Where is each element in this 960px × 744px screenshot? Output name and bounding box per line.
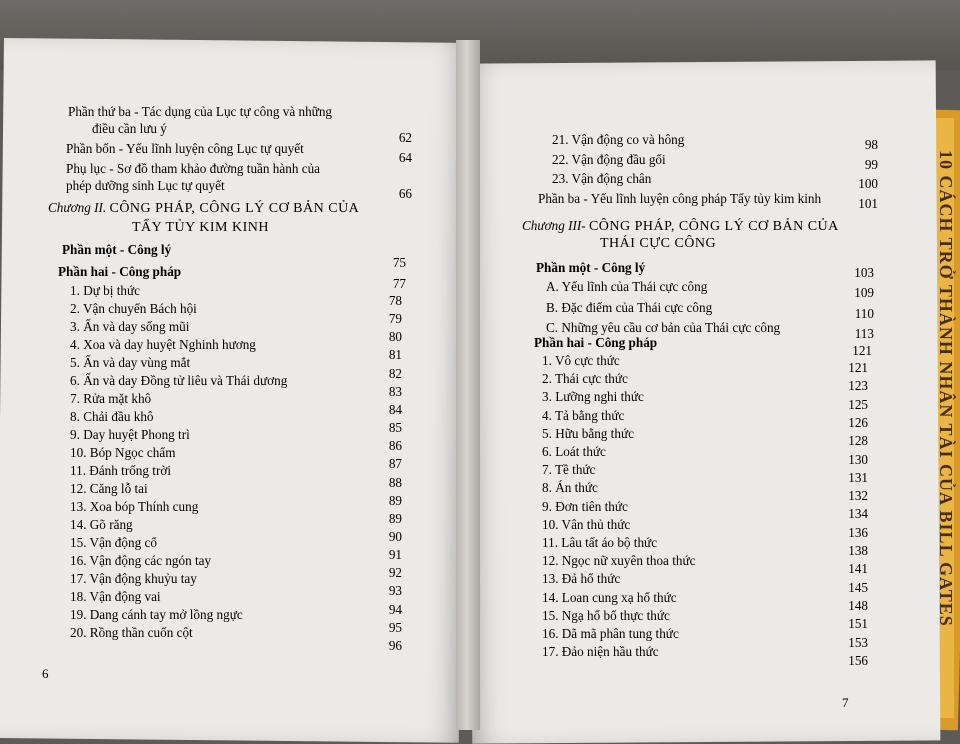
- toc-item: 2. Vận chuyển Bách hội: [70, 301, 197, 316]
- toc-page-number: 151: [848, 616, 868, 632]
- toc-page-number: 153: [848, 634, 868, 650]
- toc-page-number: 82: [388, 365, 402, 381]
- toc-item: 16. Vận động các ngón tay: [70, 553, 212, 568]
- toc-page-number: 87: [388, 456, 402, 472]
- toc-page-number: 94: [388, 601, 402, 617]
- toc-page-number: 93: [388, 583, 402, 599]
- toc-entry-text: Phụ lục - Sơ đồ tham khảo đường tuần hành của: [66, 161, 321, 176]
- toc-item: C. Những yêu cầu cơ bản của Thái cực công: [546, 320, 781, 335]
- toc-page-number: 134: [848, 506, 868, 522]
- toc-page-number: 86: [388, 438, 402, 454]
- part-heading: Phần hai - Công pháp: [534, 335, 658, 350]
- toc-page-number: 141: [848, 561, 868, 577]
- chapter-title-line2: TẨY TỦY KIM KINH: [132, 220, 269, 235]
- chapter-heading: [48, 200, 359, 217]
- toc-page-number: 66: [398, 186, 412, 201]
- toc-entry-text: Phần thứ ba - Tác dụng của Lục tự công và những: [68, 104, 333, 119]
- part-heading: Phần ba - Yếu lĩnh luyện công pháp Tẩy tủy kim kinh: [538, 190, 822, 206]
- toc-page-number: 89: [388, 510, 402, 526]
- toc-item: 7. Rửa mặt khô: [70, 391, 152, 406]
- toc-page-number: 110: [854, 305, 874, 321]
- toc-item: 13. Đả hổ thức: [542, 571, 621, 587]
- toc-page-number: 156: [848, 652, 868, 668]
- toc-page-number: 75: [392, 255, 406, 270]
- toc-item: 17. Đảo niện hầu thức: [542, 644, 659, 660]
- toc-item: 3. Lưỡng nghi thức: [542, 389, 644, 405]
- toc-item: 11. Đánh trống trời: [70, 463, 171, 478]
- toc-page-number: 90: [388, 528, 402, 544]
- toc-page-number: 91: [388, 547, 402, 563]
- toc-page-number: 100: [858, 176, 878, 191]
- toc-item: A. Yếu lĩnh của Thái cực công: [546, 279, 708, 294]
- toc-page-number: 128: [848, 433, 868, 449]
- toc-page-number: 88: [388, 474, 402, 490]
- toc-entry-text: phép dưỡng sinh Lục tự quyết: [66, 178, 225, 193]
- toc-page-number: 62: [398, 130, 412, 145]
- toc-item: 19. Dang cánh tay mở lồng ngực: [70, 607, 243, 622]
- toc-item: 4. Xoa và day huyệt Nghinh hương: [70, 337, 256, 352]
- toc-item: 8. Án thức: [542, 480, 598, 496]
- toc-page-number: 83: [388, 383, 402, 399]
- toc-page-number: 126: [848, 414, 868, 430]
- toc-item: 5. Hữu bằng thức: [542, 425, 634, 441]
- toc-page-number: 125: [848, 396, 868, 412]
- toc-page-number: 78: [388, 293, 402, 308]
- toc-item: 17. Vận động khuỷu tay: [70, 571, 197, 586]
- toc-page-number: 113: [854, 326, 874, 341]
- toc-item: B. Đặc điểm của Thái cực công: [546, 299, 713, 315]
- toc-item: 23. Vận động chân: [552, 171, 652, 186]
- toc-page-number: 109: [854, 285, 874, 300]
- toc-page-number: 92: [388, 565, 402, 581]
- toc-item: 6. Loát thức: [542, 444, 606, 459]
- toc-page-number: 85: [388, 420, 402, 436]
- toc-item: 8. Chải đầu khô: [70, 409, 154, 424]
- chapter-title: CÔNG PHÁP, CÔNG LÝ CƠ BẢN CỦA: [588, 219, 839, 234]
- toc-item: 2. Thái cực thức: [542, 371, 628, 387]
- toc-item: 7. Tề thức: [542, 462, 596, 478]
- toc-item: 12. Ngọc nữ xuyên thoa thức: [542, 553, 696, 569]
- toc-item: 3. Ấn và day sống mũi: [70, 319, 190, 334]
- toc-page-number: 121: [852, 343, 872, 358]
- toc-item: 9. Day huyệt Phong trì: [70, 427, 190, 442]
- chapter-heading: [522, 218, 839, 235]
- toc-item: 11. Lâu tất áo bộ thức: [542, 535, 658, 550]
- toc-item: 14. Gõ răng: [70, 517, 133, 532]
- toc-page-number: 96: [388, 637, 402, 653]
- toc-page-number: 131: [848, 469, 868, 485]
- toc-page-number: 77: [392, 276, 406, 291]
- toc-page-number: 99: [864, 156, 878, 172]
- toc-item: 6. Ấn và day Đồng tử liêu và Thái dương: [70, 373, 288, 388]
- toc-page-number: 64: [398, 150, 412, 165]
- chapter-prefix: Chương II.: [48, 200, 110, 215]
- toc-page-number: 145: [848, 579, 868, 595]
- toc-item: 20. Rồng thần cuốn cột: [70, 625, 193, 640]
- toc-page-number: 130: [848, 451, 868, 467]
- toc-item: 12. Căng lỗ tai: [70, 481, 148, 496]
- toc-page-number: 132: [848, 488, 868, 504]
- toc-page-number: 148: [848, 597, 868, 613]
- toc-page-number: 123: [848, 378, 868, 394]
- toc-item: 22. Vận động đầu gối: [552, 151, 666, 167]
- toc-item: 21. Vận động co và hông: [552, 132, 685, 147]
- page-number: 7: [842, 695, 849, 710]
- toc-item: 16. Dã mã phân tung thức: [542, 626, 679, 641]
- toc-item: 9. Đơn tiên thức: [542, 498, 628, 514]
- chapter-prefix: Chương III-: [522, 218, 589, 233]
- toc-item: 18. Vận động vai: [70, 589, 161, 604]
- toc-item: 14. Loan cung xạ hổ thức: [542, 589, 677, 605]
- toc-item: 5. Ấn và day vùng mắt: [70, 355, 191, 370]
- toc-item: 15. Ngạ hổ bổ thực thức: [542, 607, 670, 623]
- side-book-spine-text: 10 CÁCH TRỞ THÀNH NHÂN TÀI CỦA BILL GATES: [936, 150, 956, 627]
- toc-item: 1. Dự bị thức: [70, 283, 140, 298]
- toc-page-number: 79: [388, 311, 402, 327]
- toc-item: 1. Vô cực thức: [542, 353, 620, 368]
- toc-entry-text: Phần bốn - Yếu lĩnh luyện công Lục tự quyết: [66, 141, 304, 156]
- toc-page-number: 103: [854, 265, 874, 280]
- toc-entry-text: điều cần lưu ý: [92, 121, 167, 136]
- part-heading: Phần một - Công lý: [62, 242, 172, 257]
- toc-page-number: 138: [848, 543, 868, 558]
- chapter-title-line2: THÁI CỰC CÔNG: [600, 236, 717, 251]
- toc-page-number: 95: [388, 619, 402, 635]
- part-heading: Phần hai - Công pháp: [58, 264, 182, 279]
- toc-page-number: 136: [848, 524, 868, 540]
- toc-page-number: 101: [858, 195, 878, 211]
- toc-item: 13. Xoa bóp Thính cung: [70, 499, 199, 514]
- toc-item: 4. Tả bằng thức: [542, 407, 625, 423]
- toc-page-number: 121: [848, 360, 868, 375]
- toc-item: 10. Vân thủ thức: [542, 516, 631, 532]
- page-number: 6: [42, 666, 49, 681]
- toc-page-number: 80: [388, 329, 402, 345]
- chapter-title: CÔNG PHÁP, CÔNG LÝ CƠ BẢN CỦA: [109, 201, 360, 216]
- toc-item: 10. Bóp Ngọc chẩm: [70, 445, 176, 460]
- toc-page-number: 81: [388, 347, 402, 363]
- toc-page-number: 89: [388, 492, 402, 508]
- toc-page-number: 98: [864, 137, 878, 152]
- book-spine: [456, 40, 480, 730]
- toc-item: 15. Vận động cổ: [70, 535, 157, 550]
- toc-page-number: 84: [388, 401, 402, 417]
- part-heading: Phần một - Công lý: [536, 260, 646, 275]
